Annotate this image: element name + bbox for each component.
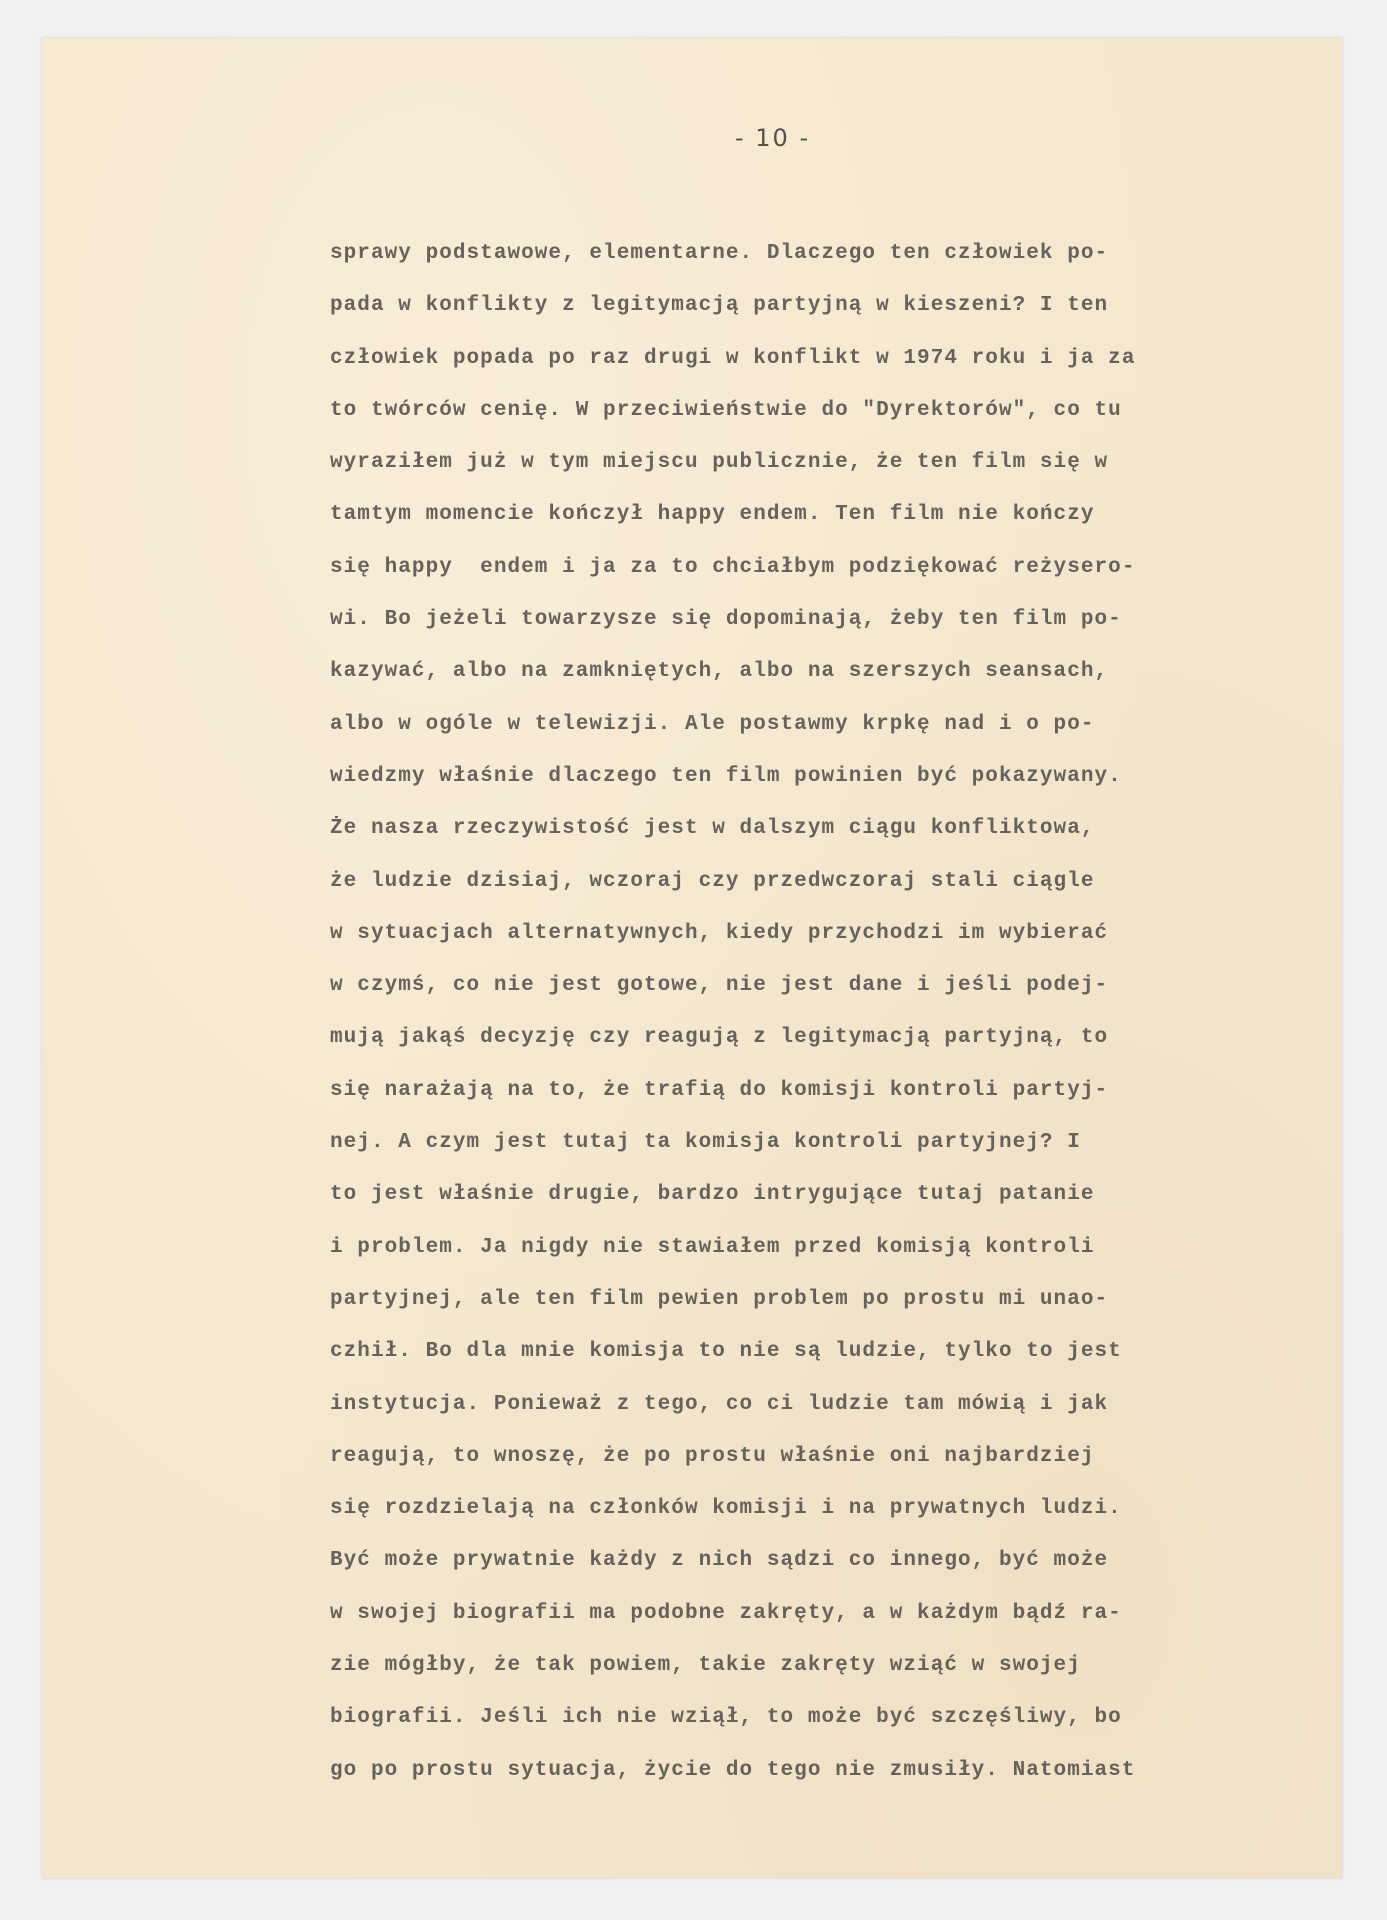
text-line: się rozdzielają na członków komisji i na prywatnych ludzi. xyxy=(330,1497,1122,1521)
text-line: go po prostu sytuacja, życie do tego nie zmusiły. Natomiast xyxy=(330,1758,1136,1782)
text-line: biografii. Jeśli ich nie wziął, to może być szczęśliwy, bo xyxy=(330,1706,1122,1730)
text-line: się narażają na to, że trafią do komisji kontroli partyj- xyxy=(330,1078,1109,1102)
text-line: sprawy podstawowe, elementarne. Dlaczego ten człowiek po- xyxy=(330,242,1109,265)
text-line: reagują, to wnoszę, że po prostu właśnie oni najbardziej xyxy=(330,1444,1095,1468)
page-number: - 10 - xyxy=(735,124,811,152)
text-line: w swojej biografii ma podobne zakręty, a w każdym bądź ra- xyxy=(330,1601,1122,1625)
text-line: partyjnej, ale ten film pewien problem po prostu mi unao- xyxy=(330,1287,1109,1311)
text-line: nej. A czym jest tutaj ta komisja kontroli partyjnej? I xyxy=(330,1131,1081,1155)
text-line: mują jakąś decyzję czy reagują z legitymacją partyjną, to xyxy=(330,1026,1109,1050)
text-line: Że nasza rzeczywistość jest w dalszym ciągu konfliktowa, xyxy=(330,817,1095,841)
text-line: pada w konflikty z legitymacją partyjną w kieszeni? I ten xyxy=(330,294,1109,318)
text-line: człowiek popada po raz drugi w konflikt w 1974 roku i ja za xyxy=(330,346,1136,370)
text-line: Być może prywatnie każdy z nich sądzi co innego, być może xyxy=(330,1549,1109,1573)
text-line: wyraziłem już w tym miejscu publicznie, że ten film się w xyxy=(330,451,1109,475)
typewritten-body xyxy=(330,228,1330,1797)
text-line: to twórców cenię. W przeciwieństwie do "Dyrektorów", co tu xyxy=(330,398,1122,422)
text-line: w czymś, co nie jest gotowe, nie jest dane i jeśli podej- xyxy=(330,974,1109,998)
text-line: wiedzmy właśnie dlaczego ten film powinien być pokazywany. xyxy=(330,764,1122,788)
text-line: tamtym momencie kończył happy endem. Ten film nie kończy xyxy=(330,503,1095,527)
text-line: czhił. Bo dla mnie komisja to nie są ludzie, tylko to jest xyxy=(330,1340,1122,1364)
text-line: zie mógłby, że tak powiem, takie zakręty wziąć w swojej xyxy=(330,1654,1081,1678)
text-line: albo w ogóle w telewizji. Ale postawmy krpkę nad i o po- xyxy=(330,712,1095,736)
text-line: się happy endem i ja za to chciałbym podziękować reżysero- xyxy=(330,555,1136,579)
text-line: wi. Bo jeżeli towarzysze się dopominają, żeby ten film po- xyxy=(330,608,1122,632)
text-line: w sytuacjach alternatywnych, kiedy przychodzi im wybierać xyxy=(330,921,1109,945)
text-line: i problem. Ja nigdy nie stawiałem przed komisją kontroli xyxy=(330,1235,1095,1259)
text-line: kazywać, albo na zamkniętych, albo na szerszych seansach, xyxy=(330,660,1109,684)
text-line: to jest właśnie drugie, bardzo intrygujące tutaj patanie xyxy=(330,1183,1095,1207)
text-line: instytucja. Ponieważ z tego, co ci ludzie tam mówią i jak xyxy=(330,1392,1109,1416)
text-line: że ludzie dzisiaj, wczoraj czy przedwczoraj stali ciągle xyxy=(330,869,1095,893)
